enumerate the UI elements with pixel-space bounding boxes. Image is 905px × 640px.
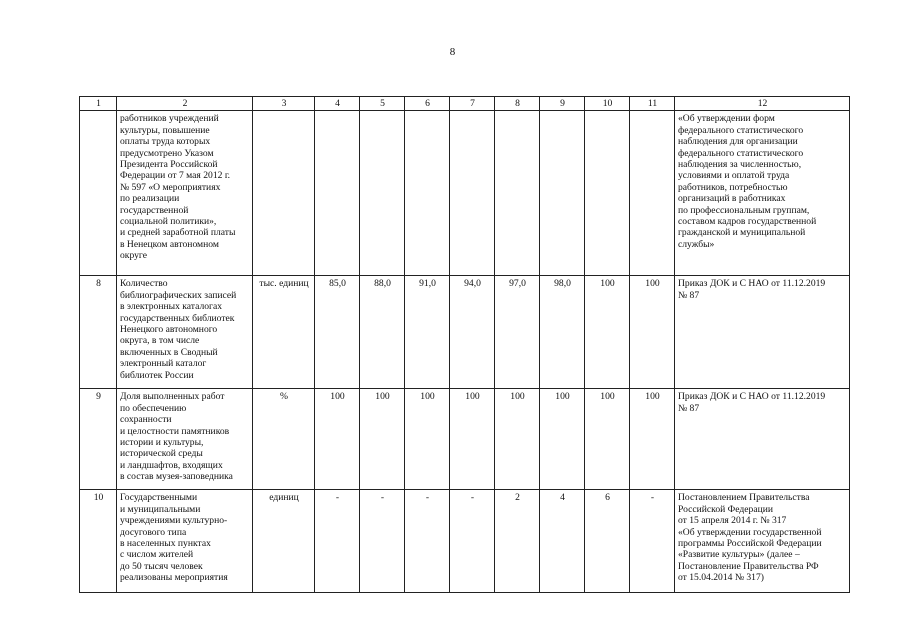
value-cell	[540, 111, 585, 276]
value-cell: 88,0	[360, 276, 405, 389]
source-document: «Об утверждении форм федерального статистического наблюдения для организации федерального статистического наблюдения за численностью, условиями и оплатой труда работников, потребностью организаций в работниках по профессиональным группам, составом кадров государственной гражданской и муниципальной службы»	[675, 111, 850, 276]
column-header: 9	[540, 97, 585, 111]
value-cell	[630, 111, 675, 276]
value-cell: -	[450, 490, 495, 593]
column-header: 5	[360, 97, 405, 111]
value-cell: 100	[585, 276, 630, 389]
row-number: 9	[80, 389, 117, 490]
unit-cell: единиц	[253, 490, 315, 593]
column-header: 10	[585, 97, 630, 111]
value-cell: 100	[495, 389, 540, 490]
value-cell: 97,0	[495, 276, 540, 389]
row-number	[80, 111, 117, 276]
column-header: 1	[80, 97, 117, 111]
source-document: Приказ ДОК и С НАО от 11.12.2019 № 87	[675, 276, 850, 389]
value-cell: 100	[630, 276, 675, 389]
value-cell: 100	[630, 389, 675, 490]
table-header-row	[80, 97, 850, 111]
column-header: 7	[450, 97, 495, 111]
column-header: 6	[405, 97, 450, 111]
value-cell: -	[315, 490, 360, 593]
value-cell: 98,0	[540, 276, 585, 389]
source-document: Постановлением Правительства Российской Федерации от 15 апреля 2014 г. № 317 «Об утверждении государственной программы Российской Федерации «Развитие культуры» (далее – Постановление Правительства РФ от 15.04.2014 № 317)	[675, 490, 850, 593]
value-cell: -	[405, 490, 450, 593]
page-number: 8	[449, 46, 456, 58]
row-number: 10	[80, 490, 117, 593]
indicator-name: работников учреждений культуры, повышение оплаты труда которых предусмотрено Указом Президента Российской Федерации от 7 мая 2012 г. № 597 «О мероприятиях по реализации государственной социальной политики», и средней заработной платы в Ненецком автономном округе	[117, 111, 253, 276]
unit-cell	[253, 111, 315, 276]
value-cell: 100	[585, 389, 630, 490]
value-cell: 2	[495, 490, 540, 593]
value-cell: 6	[585, 490, 630, 593]
value-cell: 85,0	[315, 276, 360, 389]
source-document: Приказ ДОК и С НАО от 11.12.2019 № 87	[675, 389, 850, 490]
value-cell: 91,0	[405, 276, 450, 389]
table-row	[80, 389, 850, 490]
value-cell: -	[360, 490, 405, 593]
value-cell: -	[630, 490, 675, 593]
unit-cell: тыс. единиц	[253, 276, 315, 389]
value-cell: 100	[450, 389, 495, 490]
column-header: 4	[315, 97, 360, 111]
indicator-table	[79, 96, 850, 593]
value-cell	[405, 111, 450, 276]
value-cell	[495, 111, 540, 276]
table-row	[80, 276, 850, 389]
column-header: 3	[253, 97, 315, 111]
value-cell: 4	[540, 490, 585, 593]
row-number: 8	[80, 276, 117, 389]
indicator-name: Доля выполненных работ по обеспечению сохранности и целостности памятников истории и культуры, исторической среды и ландшафтов, входящих в состав музея-заповедника	[117, 389, 253, 490]
column-header: 8	[495, 97, 540, 111]
table-row	[80, 111, 850, 276]
column-header: 2	[117, 97, 253, 111]
value-cell: 100	[315, 389, 360, 490]
indicator-name: Количество библиографических записей в электронных каталогах государственных библиотек Ненецкого автономного округа, в том числе включенных в Сводный электронный каталог библиотек России	[117, 276, 253, 389]
column-header: 11	[630, 97, 675, 111]
indicator-name: Государственными и муниципальными учреждениями культурно- досугового типа в населенных пунктах с числом жителей до 50 тысяч человек реализованы мероприятия	[117, 490, 253, 593]
unit-cell: %	[253, 389, 315, 490]
value-cell	[315, 111, 360, 276]
value-cell: 100	[405, 389, 450, 490]
column-header: 12	[675, 97, 850, 111]
value-cell: 94,0	[450, 276, 495, 389]
table-row	[80, 490, 850, 593]
value-cell: 100	[360, 389, 405, 490]
value-cell	[450, 111, 495, 276]
value-cell: 100	[540, 389, 585, 490]
value-cell	[360, 111, 405, 276]
value-cell	[585, 111, 630, 276]
